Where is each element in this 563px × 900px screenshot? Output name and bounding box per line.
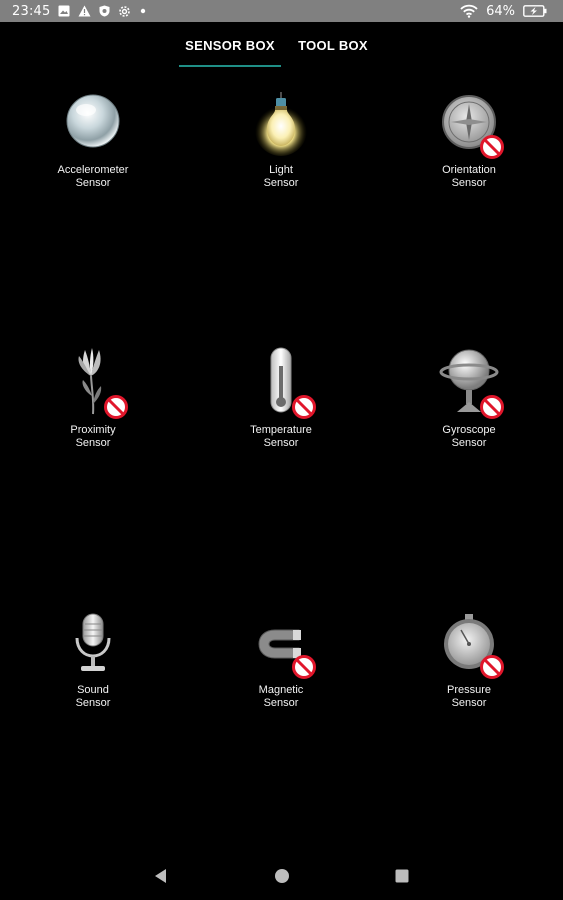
flower-icon (61, 346, 125, 416)
dot-icon (139, 7, 147, 15)
image-icon (58, 5, 70, 17)
no-entry-icon (479, 134, 505, 160)
back-icon (153, 868, 169, 888)
no-entry-icon (479, 394, 505, 420)
home-button[interactable] (271, 867, 293, 889)
thermometer-icon (249, 346, 313, 416)
no-entry-icon (291, 394, 317, 420)
warning-icon (78, 5, 91, 17)
sensor-pressure[interactable] (394, 612, 544, 710)
status-time: 23:45 (12, 3, 51, 19)
sensor-orientation[interactable] (394, 92, 544, 190)
sensor-label: Light Sensor (263, 164, 299, 189)
sensor-sound[interactable] (18, 612, 168, 710)
tab-tool-box[interactable]: TOOL BOX (298, 37, 368, 53)
recents-icon (394, 868, 410, 888)
sensor-label: Pressure Sensor (446, 684, 492, 709)
no-entry-icon (291, 654, 317, 680)
battery-icon (523, 5, 547, 17)
sensor-label: Orientation Sensor (442, 164, 496, 189)
pressure-gauge-icon (437, 612, 501, 676)
sensor-proximity[interactable] (18, 346, 168, 450)
back-button[interactable] (150, 867, 172, 889)
sensor-light[interactable] (206, 92, 356, 190)
magnet-icon (249, 612, 313, 676)
glass-ball-icon (61, 92, 125, 156)
recents-button[interactable] (391, 867, 413, 889)
no-entry-icon (103, 394, 129, 420)
light-bulb-icon (249, 92, 313, 156)
sensor-magnetic[interactable] (206, 612, 356, 710)
battery-percent: 64% (486, 3, 515, 19)
microphone-icon (61, 612, 125, 676)
home-icon (274, 868, 290, 888)
sensor-label: Magnetic Sensor (258, 684, 304, 709)
sensor-accelerometer[interactable] (18, 92, 168, 190)
sensor-gyroscope[interactable] (394, 346, 544, 450)
gyroscope-icon (437, 346, 501, 416)
sensor-label: Accelerometer Sensor (57, 164, 129, 189)
sensor-label: Temperature Sensor (250, 424, 312, 449)
tab-bar (0, 22, 563, 68)
tab-selected-indicator (179, 65, 281, 67)
sensor-label: Proximity Sensor (70, 424, 116, 449)
status-bar (0, 0, 563, 22)
shield-icon (99, 5, 110, 17)
compass-icon (437, 92, 501, 156)
tab-sensor-box[interactable]: SENSOR BOX (185, 37, 275, 53)
navigation-bar (0, 855, 563, 900)
sensor-temperature[interactable] (206, 346, 356, 450)
no-entry-icon (479, 654, 505, 680)
sensor-label: Gyroscope Sensor (442, 424, 496, 449)
sensor-label: Sound Sensor (75, 684, 111, 709)
wifi-icon (460, 4, 478, 18)
settings-icon (118, 5, 131, 18)
